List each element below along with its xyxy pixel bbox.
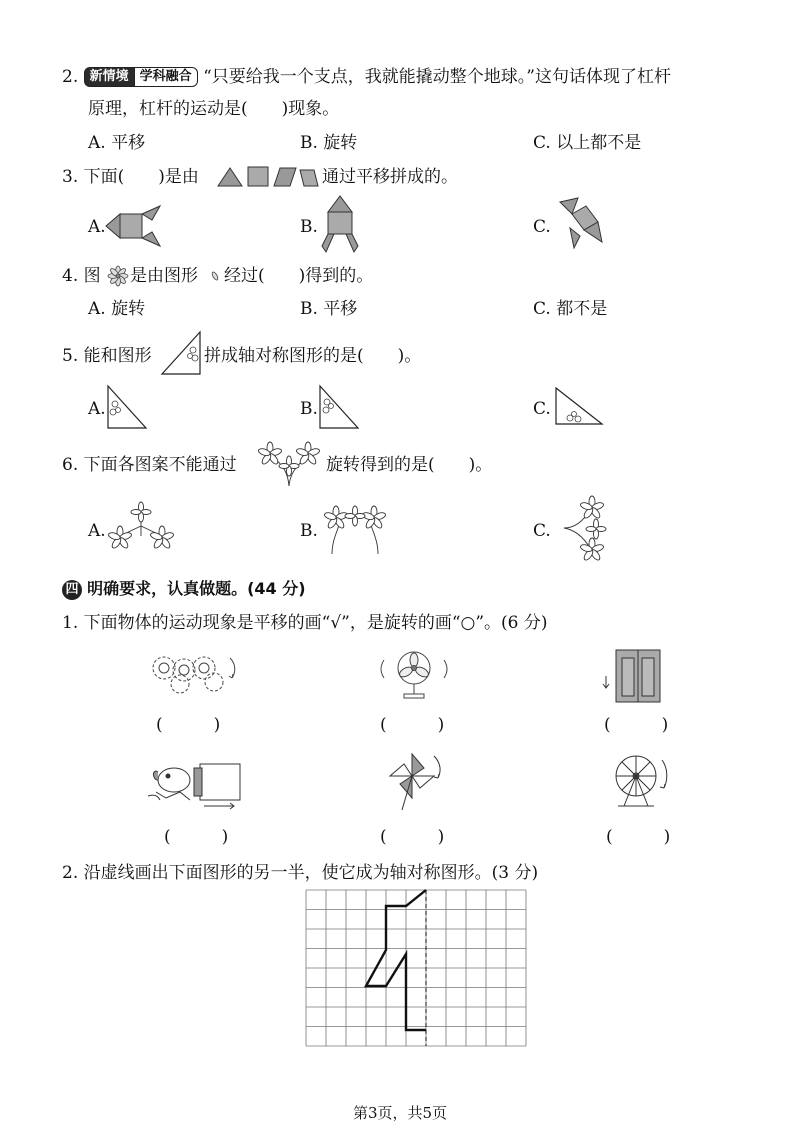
gears-icon: [150, 654, 240, 694]
q6-line: 6. 下面各图案不能通过: [62, 455, 237, 475]
section-number-badge: 四: [62, 580, 82, 600]
q2-text-line1: “只要给我一个支点，我就能撬动整个地球。”这句话体现了杠杆: [203, 67, 671, 87]
pinwheel-icon: [384, 750, 444, 812]
q5-line: 5. 能和图形: [62, 346, 152, 366]
q6-option-b[interactable]: B.: [300, 521, 318, 541]
q3-option-b[interactable]: B.: [300, 217, 318, 237]
q2-option-a[interactable]: A. 平移: [88, 133, 146, 153]
q4-line: 4. 图: [62, 266, 101, 286]
q3-line: 3. 下面( )是由: [62, 167, 199, 187]
q2-option-c[interactable]: C. 以上都不是: [533, 133, 642, 153]
q3-text-after: 通过平移拼成的。: [322, 167, 458, 187]
q3-option-c-rocket-icon: [556, 198, 606, 250]
petal-icon: [210, 270, 220, 282]
q5-option-a[interactable]: A.: [88, 399, 106, 419]
flower-pattern-icon: [108, 266, 128, 286]
q5-option-b[interactable]: B.: [300, 399, 318, 419]
q5-option-b-triangle: [318, 384, 360, 430]
q5-option-c-triangle: [554, 386, 604, 426]
q4-option-c[interactable]: C. 都不是: [533, 299, 608, 319]
q6-flower-pattern: [254, 436, 324, 488]
q3-option-b-rocket-icon: [322, 196, 362, 254]
blank-gears[interactable]: ( ): [156, 715, 221, 735]
sliding-door-icon: [602, 648, 662, 704]
q4-text-b: 是由图形: [130, 266, 198, 286]
q6-option-c-flowers: [556, 494, 606, 564]
dog-pushing-box-icon: [144, 758, 244, 810]
symmetry-grid[interactable]: [306, 890, 526, 1046]
s4-p1-text: 1. 下面物体的运动现象是平移的画“√”，是旋转的画“○”。(6 分): [62, 613, 548, 633]
page-footer: 第3页，共5页: [352, 1104, 448, 1122]
q5-option-c[interactable]: C.: [533, 399, 551, 419]
section-4-header: [62, 576, 306, 600]
q6-text-after: 旋转得到的是( )。: [326, 455, 493, 475]
q3-option-c[interactable]: C.: [533, 217, 551, 237]
fan-icon: [380, 650, 452, 700]
q3-option-a[interactable]: A.: [88, 217, 106, 237]
q5-triangle-figure: [160, 330, 202, 376]
blank-door[interactable]: ( ): [604, 715, 669, 735]
q5-option-a-triangle: [106, 384, 148, 430]
q2-option-b[interactable]: B. 旋转: [300, 133, 358, 153]
q3-option-a-rocket-icon: [106, 206, 166, 246]
blank-fan[interactable]: ( ): [380, 715, 445, 735]
s4-p2-text: 2. 沿虚线画出下面图形的另一半，使它成为轴对称图形。(3 分): [62, 863, 539, 883]
blank-dog-box[interactable]: ( ): [164, 827, 229, 847]
q5-text-after: 拼成轴对称图形的是( )。: [204, 346, 422, 366]
q2-line1: 2. 新情境 学科融合 “只要给我一个支点，我就能撬动整个地球。”这句话体现了杠杆: [62, 67, 671, 87]
q4-option-a[interactable]: A. 旋转: [88, 299, 146, 319]
blank-ferris-wheel[interactable]: ( ): [606, 827, 671, 847]
ferris-wheel-icon: [604, 750, 674, 810]
q6-option-b-flowers: [318, 500, 392, 556]
q3-text-before: 下面( )是由: [83, 167, 199, 187]
q2-text-line2: 原理，杠杆的运动是( )现象。: [88, 99, 340, 119]
badge-new-scenario: 新情境: [84, 67, 135, 87]
q6-option-a-flowers: [106, 500, 176, 552]
q3-pieces-icon: [218, 166, 318, 188]
blank-pinwheel[interactable]: ( ): [380, 827, 445, 847]
badge-subject-integration: 学科融合: [135, 67, 198, 87]
half-figure-outline: [366, 890, 426, 1030]
q6-option-c[interactable]: C.: [533, 521, 551, 541]
q4-text-c: 经过( )得到的。: [224, 266, 374, 286]
q6-option-a[interactable]: A.: [88, 521, 106, 541]
section-4-title: 明确要求，认真做题。(44 分): [87, 579, 306, 598]
q4-option-b[interactable]: B. 平移: [300, 299, 358, 319]
